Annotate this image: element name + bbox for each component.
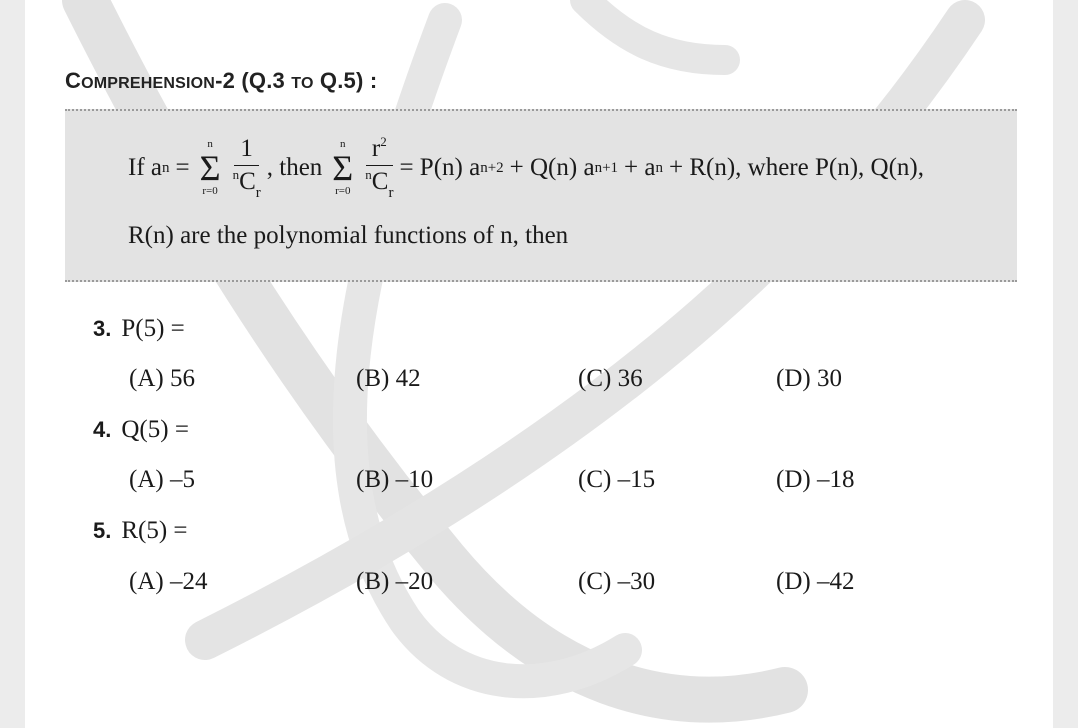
question-4: 4. Q(5) = [93, 416, 189, 443]
question-5: 5. R(5) = [93, 517, 188, 544]
option-4c[interactable]: (C) –15 [578, 466, 656, 493]
option-5a[interactable]: (A) –24 [129, 568, 208, 595]
passage-box [65, 109, 1017, 282]
document-page [25, 0, 1053, 728]
option-3b[interactable]: (B) 42 [356, 365, 421, 392]
option-3c[interactable]: (C) 36 [578, 365, 643, 392]
option-5d[interactable]: (D) –42 [776, 568, 855, 595]
question-3: 3. P(5) = [93, 315, 185, 342]
option-5c[interactable]: (C) –30 [578, 568, 656, 595]
passage-formula-line: If a n = n Σ r=0 $\frac{1}{^nC_r}$ , then n Σ r=0 $\frac{r^2}{^nC_r}$ = P(n) a n+2 + Q(n) a n+1 + a n + R(n), where P(n), Q(n), [128, 134, 924, 201]
passage-line-2: R(n) are the polynomial functions of n, then [128, 222, 569, 249]
option-3a[interactable]: (A) 56 [129, 365, 195, 392]
option-4d[interactable]: (D) –18 [776, 466, 855, 493]
option-4b[interactable]: (B) –10 [356, 466, 434, 493]
comprehension-heading: COMPREHENSION-2 (Q.3 TO Q.5) : [65, 68, 378, 93]
summation-symbol: n Σ r=0 [199, 138, 221, 197]
fraction-one-over-ncr: $\frac{1}{^nC_r}$ [232, 135, 261, 201]
option-5b[interactable]: (B) –20 [356, 568, 434, 595]
option-3d[interactable]: (D) 30 [776, 365, 842, 392]
fraction-r-squared-over-ncr: $\frac{r^2}{^nC_r}$ [365, 134, 394, 201]
summation-symbol: n Σ r=0 [332, 138, 354, 197]
option-4a[interactable]: (A) –5 [129, 466, 195, 493]
